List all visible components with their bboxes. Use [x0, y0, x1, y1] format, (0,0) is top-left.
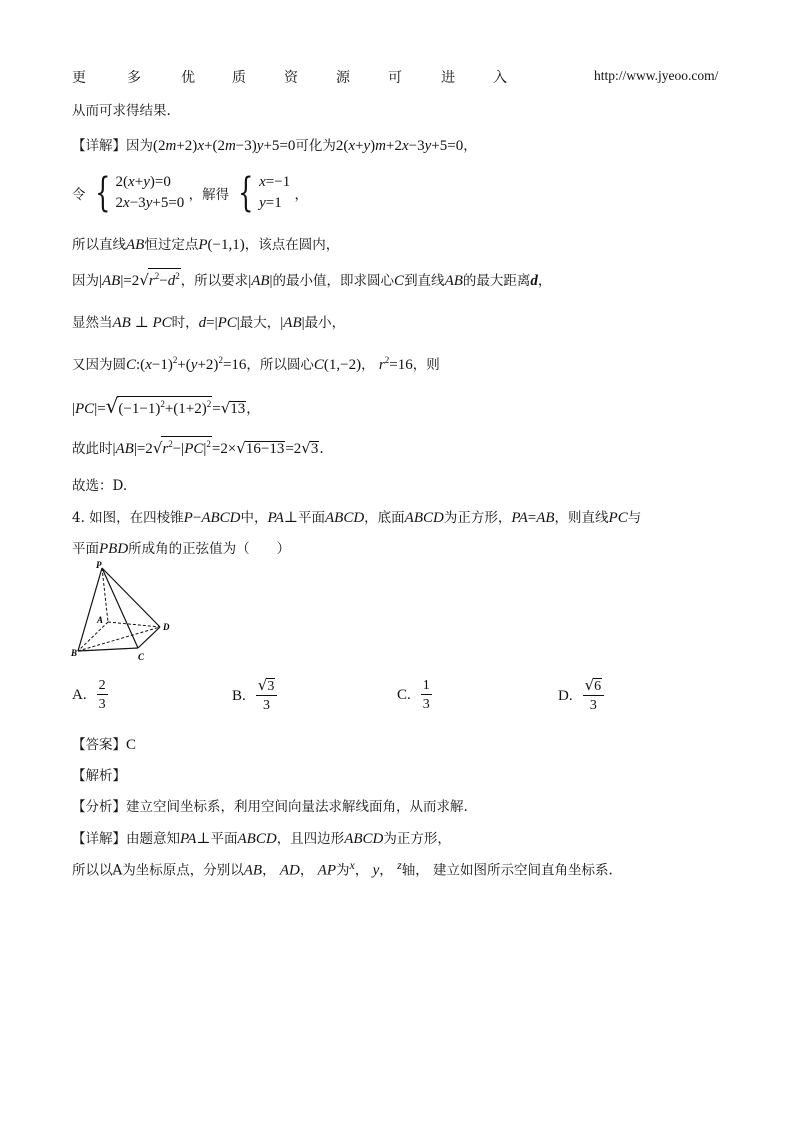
- option-d[interactable]: [558, 677, 604, 715]
- fenxi-tag: 【分析】: [72, 799, 126, 815]
- text: ，底面: [364, 510, 405, 526]
- edge-PD: [102, 568, 160, 627]
- text: 最小，: [304, 315, 346, 331]
- detail-tag: 【详解】: [72, 138, 126, 154]
- text: 最大，: [239, 315, 281, 331]
- text: 为: [336, 862, 350, 879]
- option-numerator: 6: [594, 679, 602, 694]
- label-D: D: [163, 622, 170, 632]
- text: ，所以圆心: [246, 357, 314, 373]
- text: ，且四边形: [276, 831, 345, 847]
- text: 故此时: [72, 441, 113, 457]
- text-line: 显然当AB ⊥ PC时，d=|PC|最大，|AB|最小，: [72, 315, 346, 331]
- option-letter: B.: [232, 687, 246, 704]
- option-letter: D.: [558, 687, 573, 704]
- header-char: 入: [493, 70, 507, 86]
- option-a[interactable]: [72, 677, 108, 714]
- answer-value: C: [126, 737, 137, 753]
- text: ，解得: [188, 187, 230, 203]
- text: 到直线: [404, 273, 445, 289]
- header-char: 可: [388, 70, 402, 86]
- text-line: 从而可求得结果.: [72, 103, 171, 119]
- text: ，该点在圆内，: [244, 237, 340, 253]
- text: 的最大距离: [462, 273, 531, 289]
- formula-line: 故此时$|AB|=2√r^2-|PC|^2=2\times√16-13=2√3$.: [72, 436, 324, 458]
- text: 所以直线: [72, 237, 126, 253]
- text: ，则直线: [554, 510, 609, 526]
- text: 所以以A为坐标原点，分别以: [72, 862, 244, 879]
- text: ，则: [412, 357, 440, 373]
- xiangjie-tag: 【详解】: [72, 831, 126, 847]
- option-denominator: 3: [98, 697, 106, 712]
- header-url[interactable]: http://www.jyeoo.com/: [594, 68, 719, 83]
- detail-line: 【详解】因为(2m+2)x+(2m−3)y+5=0可化为2(x+y)m+2x−3y+5=0，: [72, 138, 477, 154]
- option-letter: A.: [72, 687, 87, 703]
- text: 因为: [72, 273, 99, 289]
- text: 因为: [126, 138, 153, 154]
- header-char: 资: [284, 70, 298, 86]
- text: 的最小值，即求圆心: [272, 273, 395, 289]
- system-line: 令 { 2(x+y)=0 2x−3y+5=0 ，解得 { x=−1 y=1 ，: [72, 170, 309, 216]
- text: 轴， 建立如图所示空间直角坐标系.: [401, 862, 613, 879]
- option-numerator: 2: [98, 678, 106, 693]
- text-line: 因为$|AB|=2√r^2-d^2$，所以要求|AB|的最小值，即求圆心C到直线AB的最大距离d，: [72, 268, 551, 290]
- text: 与: [627, 510, 642, 526]
- question-text: 平面PBD所成角的正弦值为（ ）: [72, 541, 291, 557]
- answer-tag: 【答案】: [72, 737, 126, 753]
- analysis-tag: 【解析】: [72, 768, 126, 784]
- label-C: C: [138, 652, 145, 662]
- text: 可化为: [295, 138, 336, 154]
- header-char: 更: [72, 70, 86, 86]
- text-line: 又因为圆$C:(x-1)^2+(y+2)^2=16$，所以圆心C(1,−2)， $r^2=16$，则: [72, 355, 440, 373]
- text: 平面: [298, 510, 325, 526]
- text: 由题意知: [126, 831, 180, 847]
- option-b[interactable]: [232, 677, 277, 715]
- option-numerator: 1: [422, 678, 430, 693]
- edge-CD: [138, 627, 160, 648]
- text: 令: [72, 187, 86, 203]
- text: 平面: [72, 541, 99, 557]
- text: 建立空间坐标系，利用空间向量法求解线面角，从而求解.: [126, 799, 468, 815]
- label-A: A: [97, 615, 104, 625]
- header-char: 优: [181, 70, 195, 86]
- choose-line: 故选：D.: [72, 478, 128, 494]
- option-c[interactable]: [397, 677, 432, 714]
- question-text: 4. 如图，在四棱锥P−ABCD中，PA⊥平面ABCD，底面ABCD为正方形，PA=AB，则直线PC与: [72, 510, 642, 526]
- coordinate-line: 所以以A为坐标原点，分别以AB， AD， AP为x， y， z轴， 建立如图所示空间直角坐标系.: [72, 858, 613, 879]
- pyramid-figure: [68, 560, 180, 664]
- text: 所成角的正弦值为（ ）: [128, 541, 291, 557]
- header-char: 质: [232, 70, 246, 86]
- text: 中，: [240, 510, 268, 526]
- xiangjie-line: 【详解】由题意知PA⊥平面ABCD，且四边形ABCD为正方形，: [72, 831, 451, 847]
- text: ，: [262, 862, 276, 879]
- option-denominator: 3: [263, 698, 271, 713]
- text: 为正方形，: [443, 510, 512, 526]
- text: 恒过定点: [144, 237, 199, 253]
- sqrt-symbol: √: [584, 676, 595, 694]
- option-denominator: 3: [422, 697, 430, 712]
- text: 为正方形，: [383, 831, 451, 847]
- header-char: 源: [336, 70, 350, 86]
- option-denominator: 3: [589, 698, 597, 713]
- header-char: 多: [127, 70, 141, 86]
- text: 4. 如图，在四棱锥: [72, 510, 184, 526]
- answer-line: [72, 733, 136, 754]
- sqrt-symbol: √: [257, 676, 268, 694]
- edge-BC: [78, 648, 138, 651]
- edge-PB: [78, 568, 102, 651]
- text-line: 所以直线AB恒过定点P(−1,1)，该点在圆内，: [72, 237, 340, 253]
- text: ，: [299, 862, 314, 879]
- text: 时，: [171, 315, 199, 331]
- edge-AD: [108, 622, 160, 627]
- text: ，所以要求: [180, 273, 249, 289]
- option-numerator: 3: [267, 679, 275, 694]
- fenxi-line: [72, 795, 468, 815]
- formula-line: $|PC|=√(-1-1)^2+(1+2)^2=√13$，: [72, 394, 260, 418]
- label-B: B: [71, 648, 78, 658]
- text: 显然当: [72, 315, 113, 331]
- text: 又因为圆: [72, 357, 126, 373]
- header-char: 进: [441, 70, 455, 86]
- text: 平面: [210, 831, 238, 847]
- edge-PC: [102, 568, 138, 648]
- label-P: P: [96, 560, 102, 570]
- option-letter: C.: [397, 687, 411, 703]
